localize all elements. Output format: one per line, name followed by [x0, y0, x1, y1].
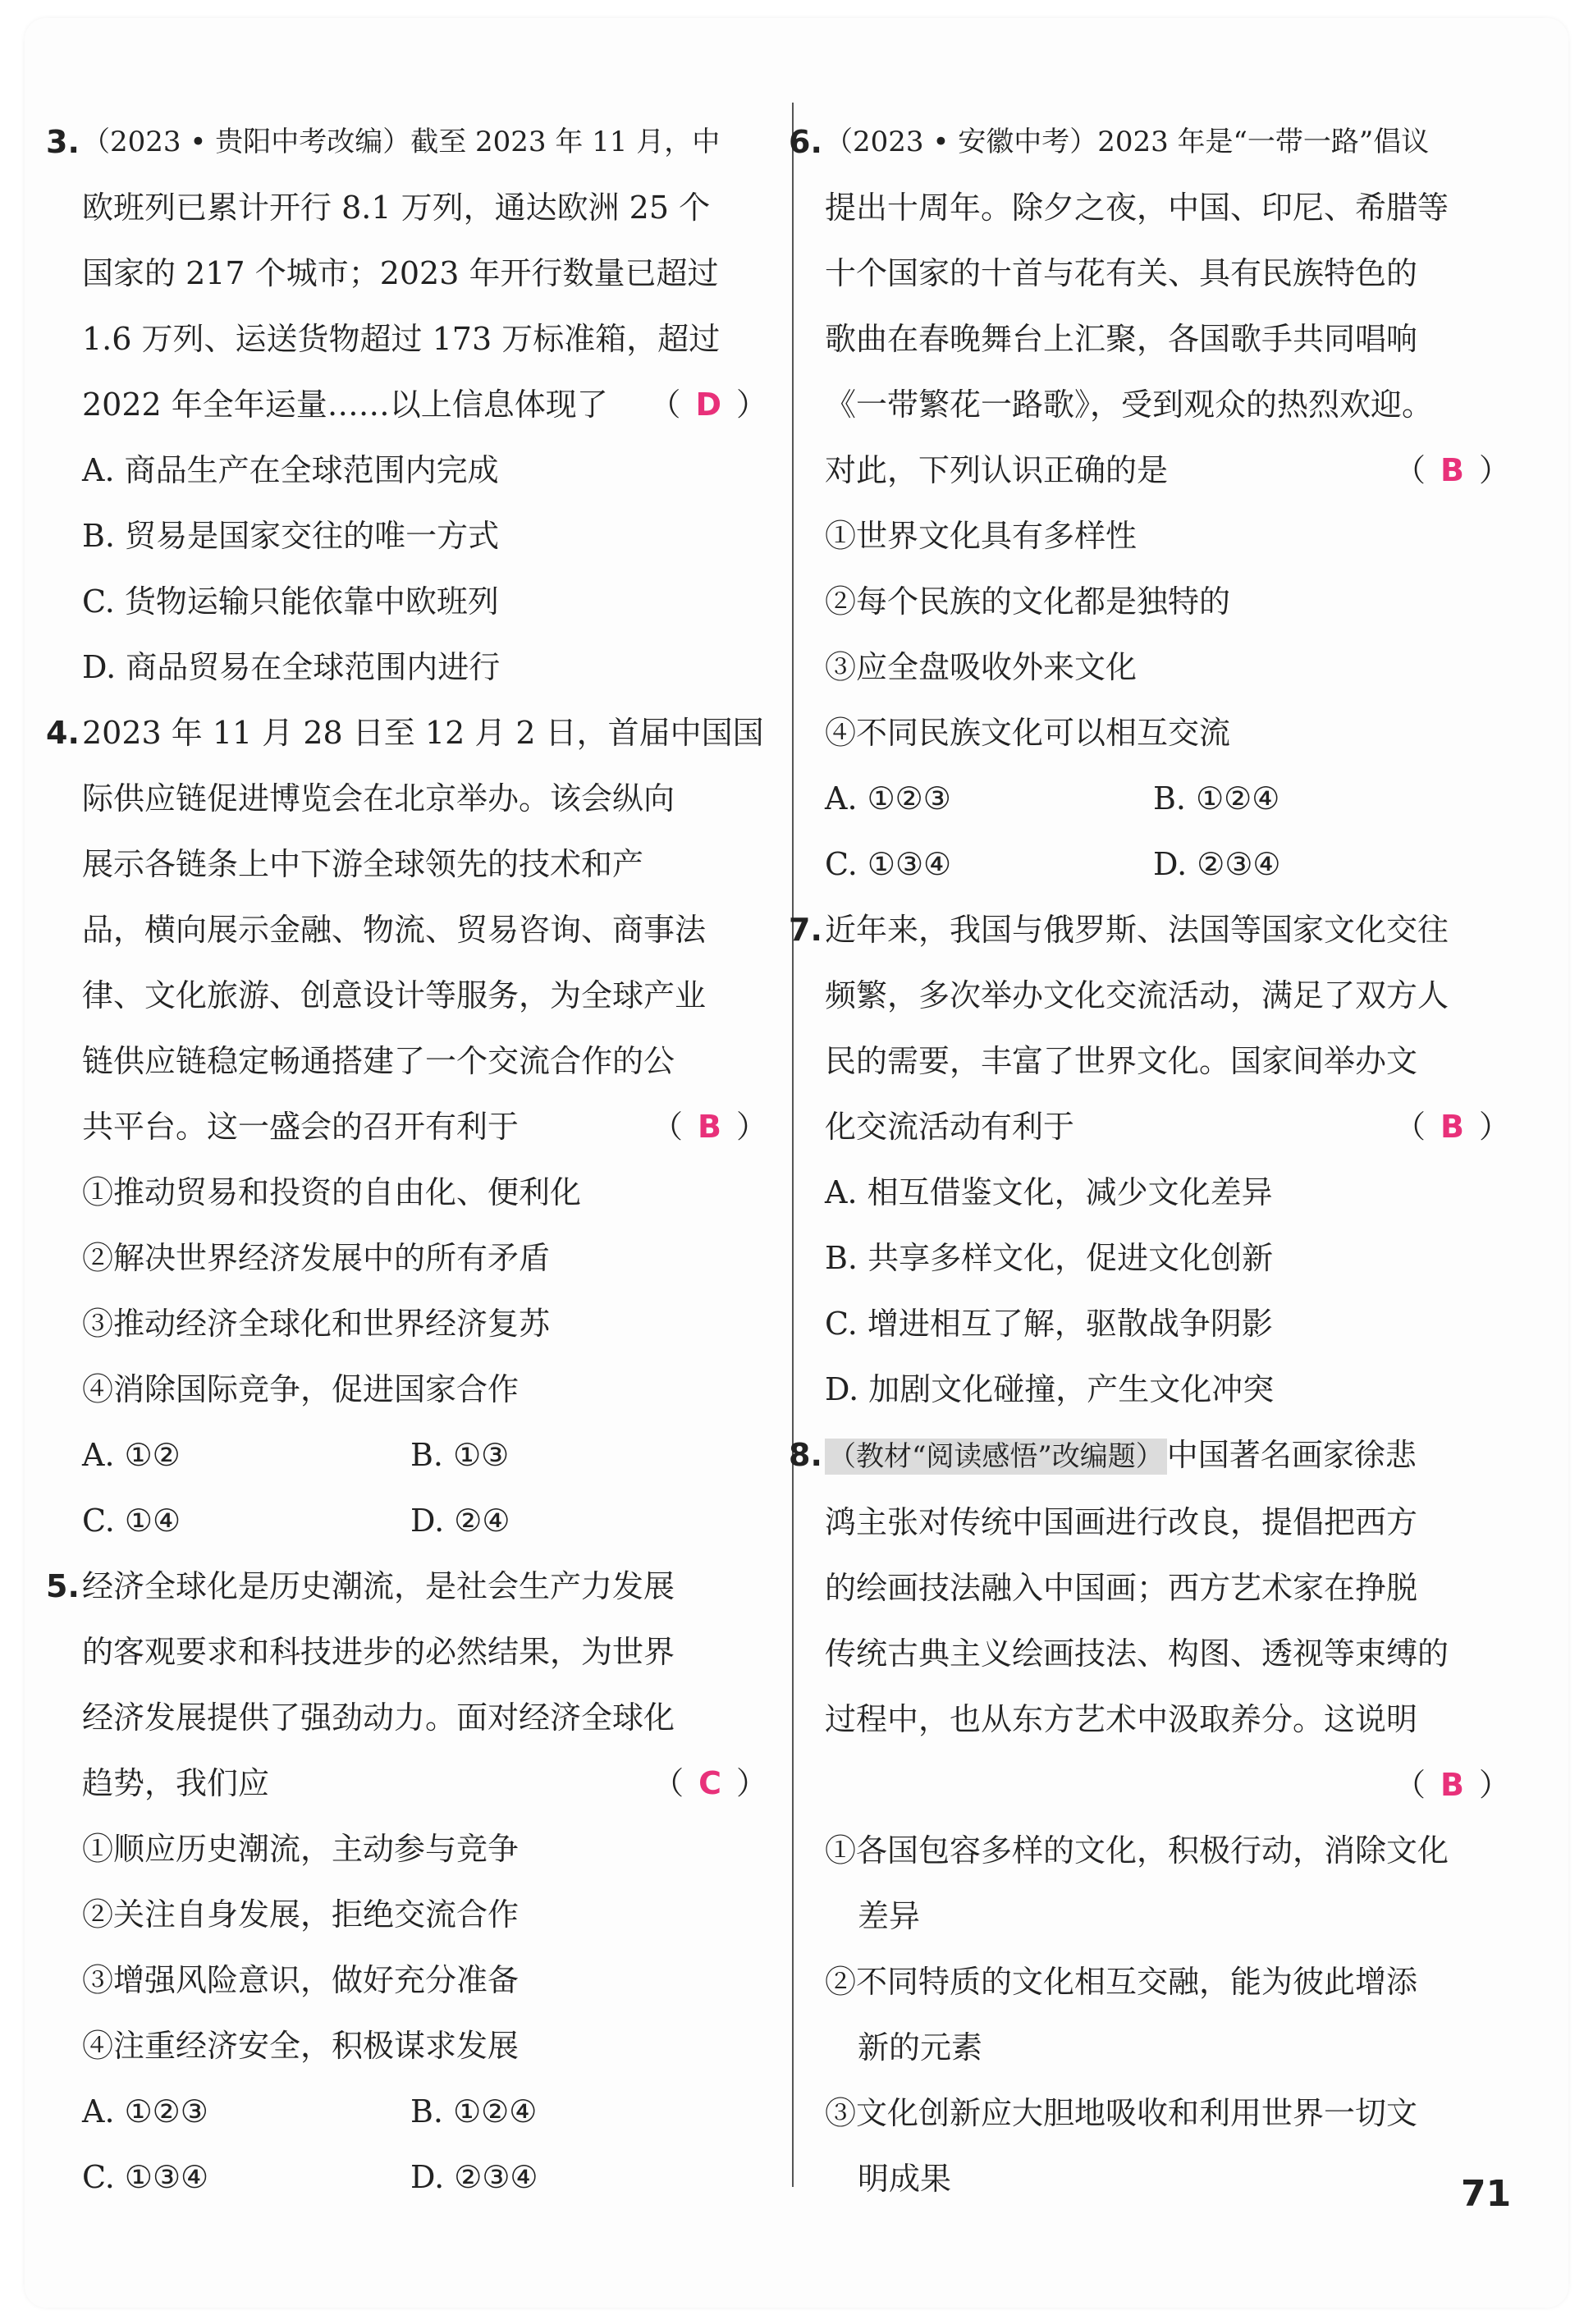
answer-key: B [1440, 452, 1464, 488]
question-text: 化交流活动有利于 [825, 1109, 1075, 1145]
statement-2-cont: 新的元素 [858, 2029, 983, 2066]
statement-2: ②关注自身发展，拒绝交流合作 [82, 1896, 520, 1933]
option-b: B. 共享多样文化，促进文化创新 [825, 1240, 1274, 1276]
option-d: D. ②③④ [410, 2159, 538, 2195]
question-text: 经济全球化是历史潮流，是社会生产力发展 [82, 1568, 675, 1604]
question-text: （2023 • 安徽中考）2023 年是“一带一路”倡议 [825, 126, 1430, 158]
option-d: D. ②④ [410, 1503, 510, 1539]
statement-4: ④不同民族文化可以相互交流 [825, 715, 1231, 751]
statement-4: ④注重经济安全，积极谋求发展 [82, 2028, 520, 2064]
question-text-last [82, 372, 767, 437]
option-d: D. 加剧文化碰撞，产生文化冲突 [825, 1371, 1275, 1407]
answer-bracket: （ B ） [1394, 452, 1510, 488]
option-b: B. 贸易是国家交往的唯一方式 [82, 518, 500, 554]
statement-1: ①各国包容多样的文化，积极行动，消除文化 [825, 1832, 1449, 1869]
option-a: A. ①② [82, 1437, 181, 1473]
question-text: （2023 • 贵阳中考改编）截至 2023 年 11 月，中 [82, 126, 721, 158]
question-text: 过程中，也从东方艺术中汲取养分。这说明 [825, 1701, 1418, 1737]
answer-bracket: （ B ） [1394, 1767, 1510, 1803]
question-text: 趋势，我们应 [82, 1765, 270, 1801]
question-text: 提出十周年。除夕之夜，中国、印尼、希腊等 [825, 190, 1449, 226]
option-a: A. 商品生产在全球范围内完成 [82, 452, 499, 488]
option-a: A. ①②③ [825, 780, 951, 817]
option-row [82, 2144, 767, 2210]
question-number: 4. [46, 715, 80, 751]
option-c: C. ①③④ [825, 846, 952, 882]
question-number: 3. [46, 124, 80, 160]
question-text: 的客观要求和科技进步的必然结果，为世界 [82, 1634, 675, 1670]
option-b: B. ①②④ [1153, 780, 1280, 817]
answer-key: B [1440, 1109, 1464, 1145]
question-text: 品，横向展示金融、物流、贸易咨询、商事法 [82, 912, 707, 948]
question-text: 近年来，我国与俄罗斯、法国等国家文化交往 [825, 912, 1449, 948]
question-text-last [825, 1094, 1510, 1160]
question-8 [789, 1422, 1510, 2212]
option-row [82, 1488, 767, 1553]
statement-1: ①世界文化具有多样性 [825, 518, 1138, 554]
option-d: D. ②③④ [1153, 846, 1281, 882]
question-text-last [82, 1750, 767, 1816]
statement-3-cont: 明成果 [858, 2161, 952, 2197]
question-4 [46, 700, 767, 1553]
answer-key: B [698, 1109, 721, 1145]
question-text: 频繁，多次举办文化交流活动，满足了双方人 [825, 977, 1449, 1013]
statement-1: ①顺应历史潮流，主动参与竞争 [82, 1831, 520, 1867]
question-text-last [825, 437, 1510, 503]
question-number: 5. [46, 1568, 80, 1604]
answer-bracket: （ D ） [649, 387, 767, 423]
question-7 [789, 897, 1510, 1422]
question-text: 经济发展提供了强劲动力。面对经济全球化 [82, 1700, 675, 1736]
question-text: 际供应链促进博览会在北京举办。该会纵向 [82, 780, 675, 817]
option-row [82, 1422, 767, 1488]
answer-bracket: （ B ） [1394, 1109, 1510, 1145]
question-6 [789, 109, 1510, 897]
page-number: 71 [1461, 2173, 1512, 2215]
question-text: 2022 年全年运量……以上信息体现了 [82, 387, 608, 423]
question-text: 《一带繁花一路歌》，受到观众的热烈欢迎。 [825, 387, 1434, 423]
option-b: B. ①②④ [410, 2093, 538, 2130]
statement-2: ②不同特质的文化相互交融，能为彼此增添 [825, 1964, 1418, 2000]
question-text: 民的需要，丰富了世界文化。国家间举办文 [825, 1043, 1418, 1079]
right-column [789, 109, 1510, 2212]
question-text: 传统古典主义绘画技法、构图、透视等束缚的 [825, 1635, 1449, 1672]
statement-3: ③推动经济全球化和世界经济复苏 [82, 1306, 551, 1342]
question-number: 7. [789, 912, 822, 948]
option-row [825, 766, 1510, 831]
statement-2: ②每个民族的文化都是独特的 [825, 583, 1231, 620]
option-c: C. 增进相互了解，驱散战争阴影 [825, 1306, 1273, 1342]
statement-3: ③应全盘吸收外来文化 [825, 649, 1138, 685]
answer-key: D [695, 387, 721, 423]
question-text: 展示各链条上中下游全球领先的技术和产 [82, 846, 644, 882]
question-text: 2023 年 11 月 28 日至 12 月 2 日，首届中国国 [82, 715, 764, 751]
question-text: 共平台。这一盛会的召开有利于 [82, 1109, 520, 1145]
option-c: C. 货物运输只能依靠中欧班列 [82, 583, 499, 620]
question-text: 歌曲在春晚舞台上汇聚，各国歌手共同唱响 [825, 321, 1418, 357]
question-text-first [825, 1422, 1510, 1489]
question-text: 链供应链稳定畅通搭建了一个交流合作的公 [82, 1043, 675, 1079]
column-divider [792, 103, 794, 2187]
question-text: 的绘画技法融入中国画；西方艺术家在挣脱 [825, 1570, 1418, 1606]
question-3 [46, 109, 767, 700]
question-number: 6. [789, 124, 822, 160]
left-column [46, 109, 767, 2210]
answer-key: C [698, 1765, 721, 1801]
option-c: C. ①③④ [82, 2159, 209, 2195]
question-text-last [82, 1094, 767, 1160]
question-text: 对此，下列认识正确的是 [825, 452, 1169, 488]
statement-1: ①推动贸易和投资的自由化、便利化 [82, 1174, 582, 1210]
option-c: C. ①④ [82, 1503, 181, 1539]
question-text: 国家的 217 个城市；2023 年开行数量已超过 [82, 255, 719, 291]
answer-key: B [1440, 1767, 1464, 1803]
question-text: 鸿主张对传统中国画进行改良，提倡把西方 [825, 1504, 1418, 1540]
question-text: 十个国家的十首与花有关、具有民族特色的 [825, 255, 1418, 291]
source-tag: （教材“阅读感悟”改编题） [825, 1439, 1167, 1475]
option-b: B. ①③ [410, 1437, 510, 1473]
statement-2: ②解决世界经济发展中的所有矛盾 [82, 1240, 551, 1276]
question-text: 中国著名画家徐悲 [1166, 1437, 1417, 1473]
option-row [82, 2079, 767, 2144]
statement-3: ③增强风险意识，做好充分准备 [82, 1962, 520, 1998]
answer-bracket: （ C ） [652, 1765, 767, 1801]
question-number: 8. [789, 1437, 822, 1473]
statement-4: ④消除国际竞争，促进国家合作 [82, 1371, 520, 1407]
statement-3: ③文化创新应大胆地吸收和利用世界一切文 [825, 2095, 1418, 2131]
question-text: 欧班列已累计开行 8.1 万列，通达欧洲 25 个 [82, 190, 711, 226]
statement-1-cont: 差异 [858, 1898, 921, 1934]
option-d: D. 商品贸易在全球范围内进行 [82, 649, 501, 685]
question-5 [46, 1553, 767, 2210]
option-a: A. 相互借鉴文化，减少文化差异 [825, 1174, 1273, 1210]
question-text: 律、文化旅游、创意设计等服务，为全球产业 [82, 977, 707, 1013]
option-a: A. ①②③ [82, 2093, 208, 2130]
question-text: 1.6 万列、运送货物超过 173 万标准箱，超过 [82, 321, 721, 357]
answer-bracket: （ B ） [652, 1109, 767, 1145]
option-row [825, 831, 1510, 897]
answer-line [825, 1752, 1510, 1818]
